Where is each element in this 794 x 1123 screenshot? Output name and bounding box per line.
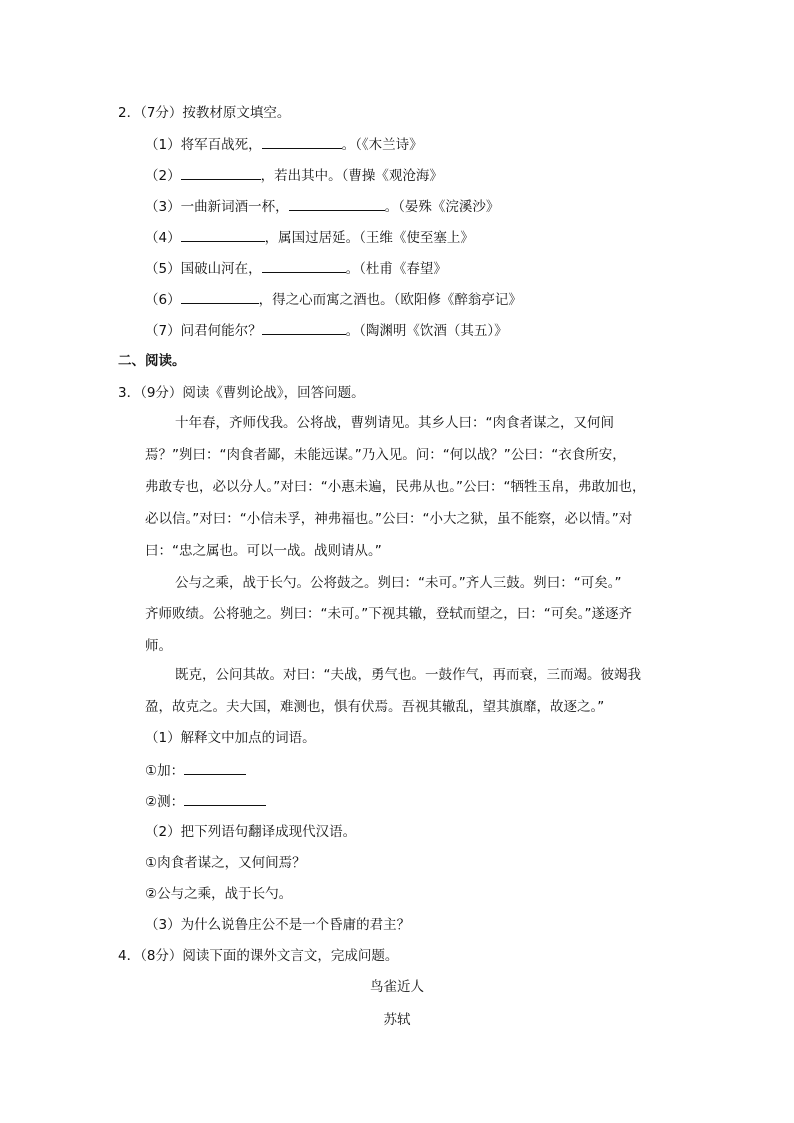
passage-line: 十年春，齐师伐我。公将战，曹刿请见。其乡人曰：“肉食者谋之，又何间	[175, 415, 614, 431]
q3-sub-question-1: （1）解释文中加点的词语。	[145, 730, 316, 746]
q2-item-1: （1）将军百战死， 。（《木兰诗》	[145, 134, 423, 155]
passage-line: 必以信。”对曰：“小信未孚，神弗福也。”公曰：“小大之狱，虽不能察，必以情。”对	[145, 511, 633, 527]
passage-line: 既克，公问其故。对曰：“夫战，勇气也。一鼓作气，再而衰，三而竭。彼竭我	[175, 667, 641, 683]
q4-passage-title: 鸟雀近人	[370, 979, 424, 995]
passage-line: 盈，故克之。夫大国，难测也，惧有伏焉。吾视其辙乱，望其旗靡，故逐之。”	[145, 699, 605, 715]
q3-sub-question-2: （2）把下列语句翻译成现代汉语。	[145, 824, 357, 840]
q2-item-7: （7）问君何能尔？ 。（陶渊明《饮酒（其五）》	[145, 320, 508, 341]
passage-line: 齐师败绩。公将驰之。刿曰：“未可。”下视其辙，登轼而望之，曰：“可矣。”遂逐齐	[145, 606, 632, 622]
q2-item-3: （3）一曲新词酒一杯， 。（晏殊《浣溪沙》	[145, 196, 499, 217]
fill-blank[interactable]	[181, 227, 265, 242]
q3-word-2: ②测：	[145, 791, 266, 812]
answer-blank[interactable]	[184, 791, 266, 806]
answer-blank[interactable]	[184, 760, 246, 775]
q3-translate-1: ①肉食者谋之，又何间焉？	[145, 855, 306, 871]
fill-blank[interactable]	[181, 165, 261, 180]
q2-item-4: （4） ，属国过居延。（王维《使至塞上》	[145, 227, 474, 248]
q3-translate-2: ②公与之乘，战于长勺。	[145, 886, 293, 902]
fill-blank[interactable]	[262, 134, 342, 149]
passage-line: 弗敢专也，必以分人。”对曰：“小惠未遍，民弗从也。”公曰：“牺牲玉帛，弗敢加也，	[145, 479, 646, 495]
passage-line: 公与之乘，战于长勺。公将鼓之。刿曰：“未可。”齐人三鼓。刿曰：“可矣。”	[175, 575, 622, 591]
q2-item-5: （5）国破山河在， 。（杜甫《春望》	[145, 258, 447, 279]
fill-blank[interactable]	[262, 258, 346, 273]
q4-passage-author: 苏轼	[383, 1012, 411, 1028]
passage-line: 焉？”刿曰：“肉食者鄙，未能远谋。”乃入见。问：“何以战？”公曰：“衣食所安，	[145, 447, 626, 463]
fill-blank[interactable]	[289, 196, 385, 211]
q3-word-1: ①加：	[145, 760, 246, 781]
passage-line: 师。	[145, 638, 172, 654]
q3-sub-question-3: （3）为什么说鲁庄公不是一个昏庸的君主？	[145, 917, 411, 933]
fill-blank[interactable]	[262, 320, 346, 335]
fill-blank[interactable]	[181, 289, 259, 304]
q3-header: 3．（9分）阅读《曹刿论战》，回答问题。	[118, 385, 365, 401]
section-heading: 二、阅读。	[118, 353, 186, 369]
q2-item-6: （6） ，得之心而寓之酒也。（欧阳修《醉翁亭记》	[145, 289, 522, 310]
q2-item-2: （2） ，若出其中。（曹操《观沧海》	[145, 165, 443, 186]
q4-header: 4．（8分）阅读下面的课外文言文，完成问题。	[118, 948, 399, 964]
passage-line: 曰：“忠之属也。可以一战。战则请从。”	[145, 543, 382, 559]
q2-header: 2．（7分）按教材原文填空。	[118, 105, 291, 121]
